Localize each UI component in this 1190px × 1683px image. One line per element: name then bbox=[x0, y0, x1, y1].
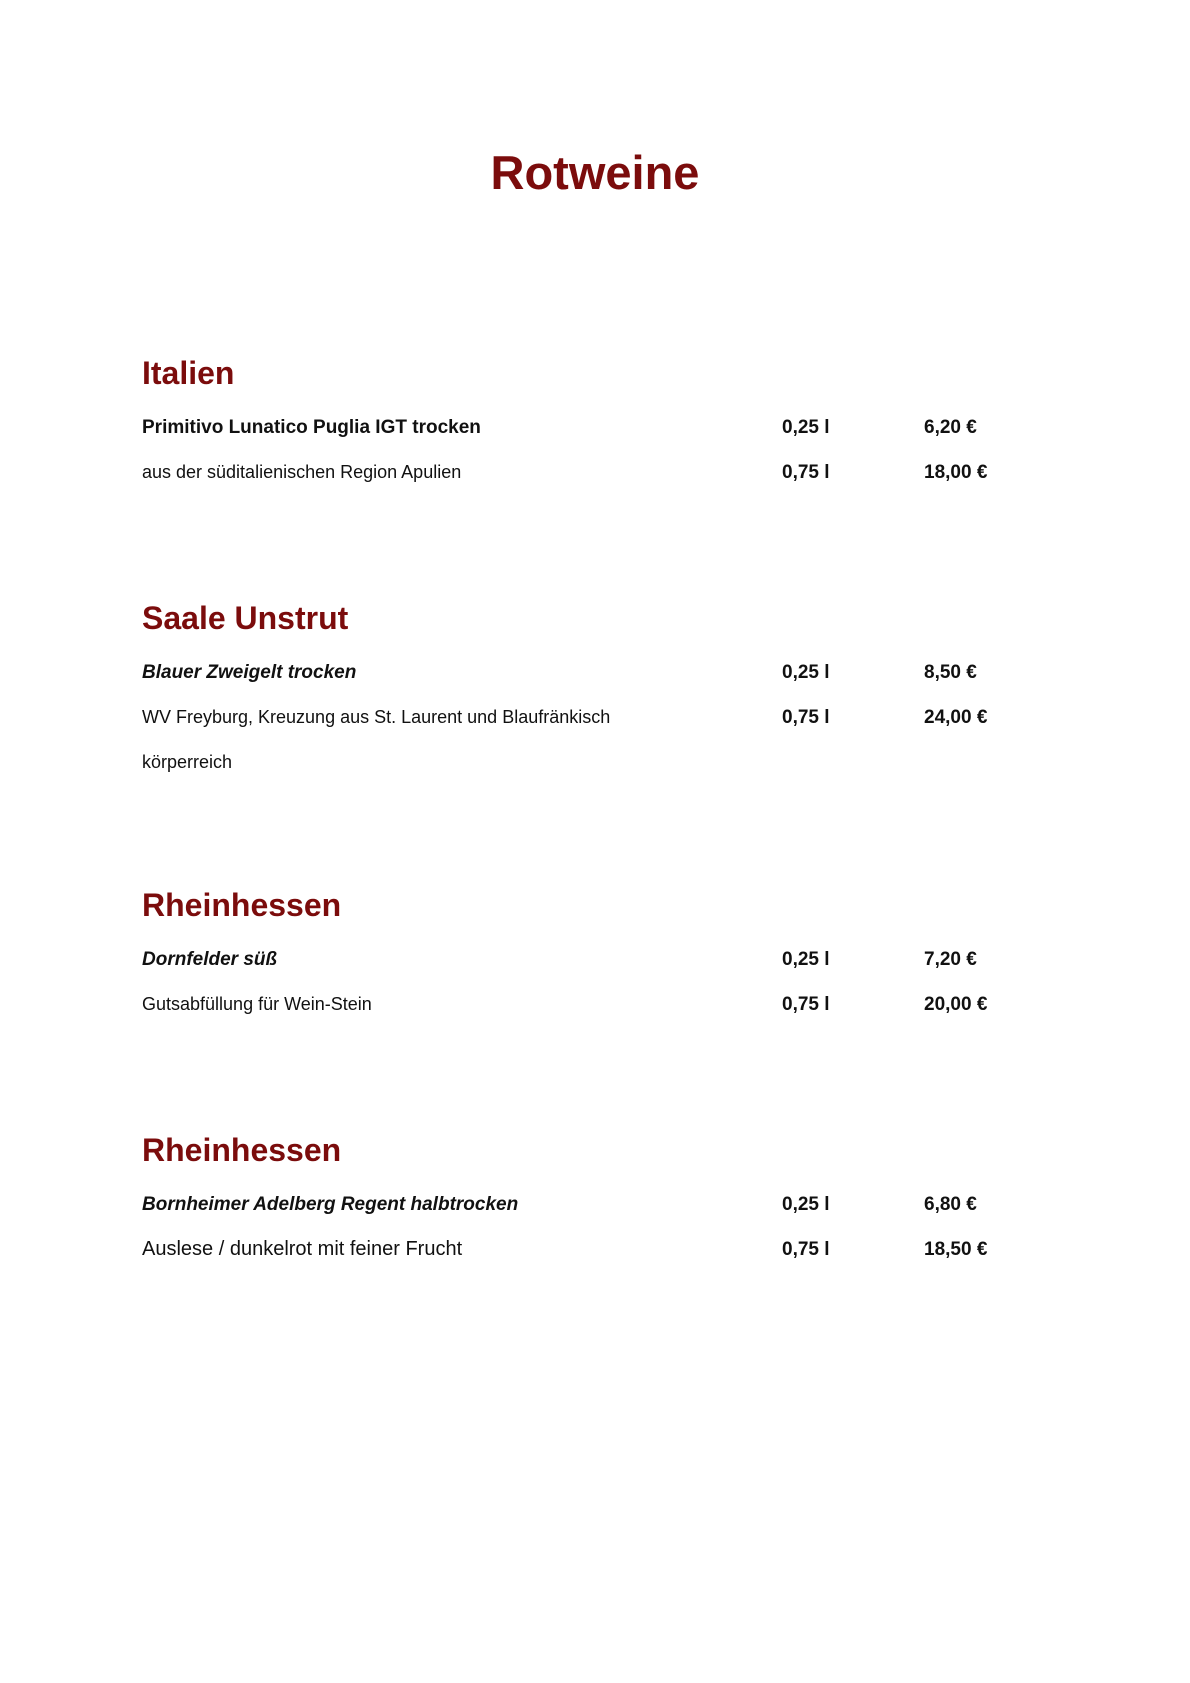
section-heading: Saale Unstrut bbox=[142, 600, 349, 636]
page-title: Rotweine bbox=[490, 146, 700, 199]
price: 7,20 € bbox=[924, 949, 977, 970]
wine-row bbox=[142, 405, 1042, 450]
wine-row bbox=[142, 1227, 1042, 1272]
wine-description: Auslese / dunkelrot mit feiner Frucht bbox=[142, 1238, 463, 1260]
volume: 0,75 l bbox=[782, 462, 830, 483]
volume: 0,75 l bbox=[782, 994, 830, 1015]
price: 24,00 € bbox=[924, 707, 988, 728]
price: 6,80 € bbox=[924, 1194, 977, 1215]
wine-name: Primitivo Lunatico Puglia IGT trocken bbox=[142, 417, 481, 438]
volume: 0,25 l bbox=[782, 949, 830, 970]
volume: 0,25 l bbox=[782, 1194, 830, 1215]
wine-row bbox=[142, 695, 1042, 740]
wine-description: WV Freyburg, Kreuzung aus St. Laurent und Blaufränkisch bbox=[142, 707, 611, 727]
wine-name: Dornfelder süß bbox=[142, 949, 278, 970]
price: 6,20 € bbox=[924, 417, 977, 438]
wine-description: aus der süditalienischen Region Apulien bbox=[142, 462, 462, 482]
volume: 0,25 l bbox=[782, 662, 830, 683]
wine-row bbox=[142, 937, 1042, 982]
wine-section-saale-unstrut bbox=[142, 598, 1042, 785]
wine-section-rheinhessen bbox=[142, 885, 1042, 1027]
volume: 0,25 l bbox=[782, 417, 830, 438]
price: 18,50 € bbox=[924, 1239, 988, 1260]
wine-row bbox=[142, 450, 1042, 495]
wine-row bbox=[142, 740, 1042, 785]
wine-row bbox=[142, 650, 1042, 695]
volume: 0,75 l bbox=[782, 1239, 830, 1260]
section-heading: Rheinhessen bbox=[142, 887, 342, 923]
price: 18,00 € bbox=[924, 462, 988, 483]
wine-description: körperreich bbox=[142, 752, 233, 772]
wine-description: Gutsabfüllung für Wein-Stein bbox=[142, 994, 372, 1014]
wine-name: Blauer Zweigelt trocken bbox=[142, 662, 357, 683]
wine-section-rheinhessen-2 bbox=[142, 1130, 1042, 1272]
wine-name: Bornheimer Adelberg Regent halbtrocken bbox=[142, 1194, 519, 1215]
price: 8,50 € bbox=[924, 662, 977, 683]
section-heading: Rheinhessen bbox=[142, 1132, 342, 1168]
price: 20,00 € bbox=[924, 994, 988, 1015]
wine-row bbox=[142, 982, 1042, 1027]
section-heading: Italien bbox=[142, 355, 235, 391]
volume: 0,75 l bbox=[782, 707, 830, 728]
wine-row bbox=[142, 1182, 1042, 1227]
wine-section-italien bbox=[142, 353, 1042, 495]
